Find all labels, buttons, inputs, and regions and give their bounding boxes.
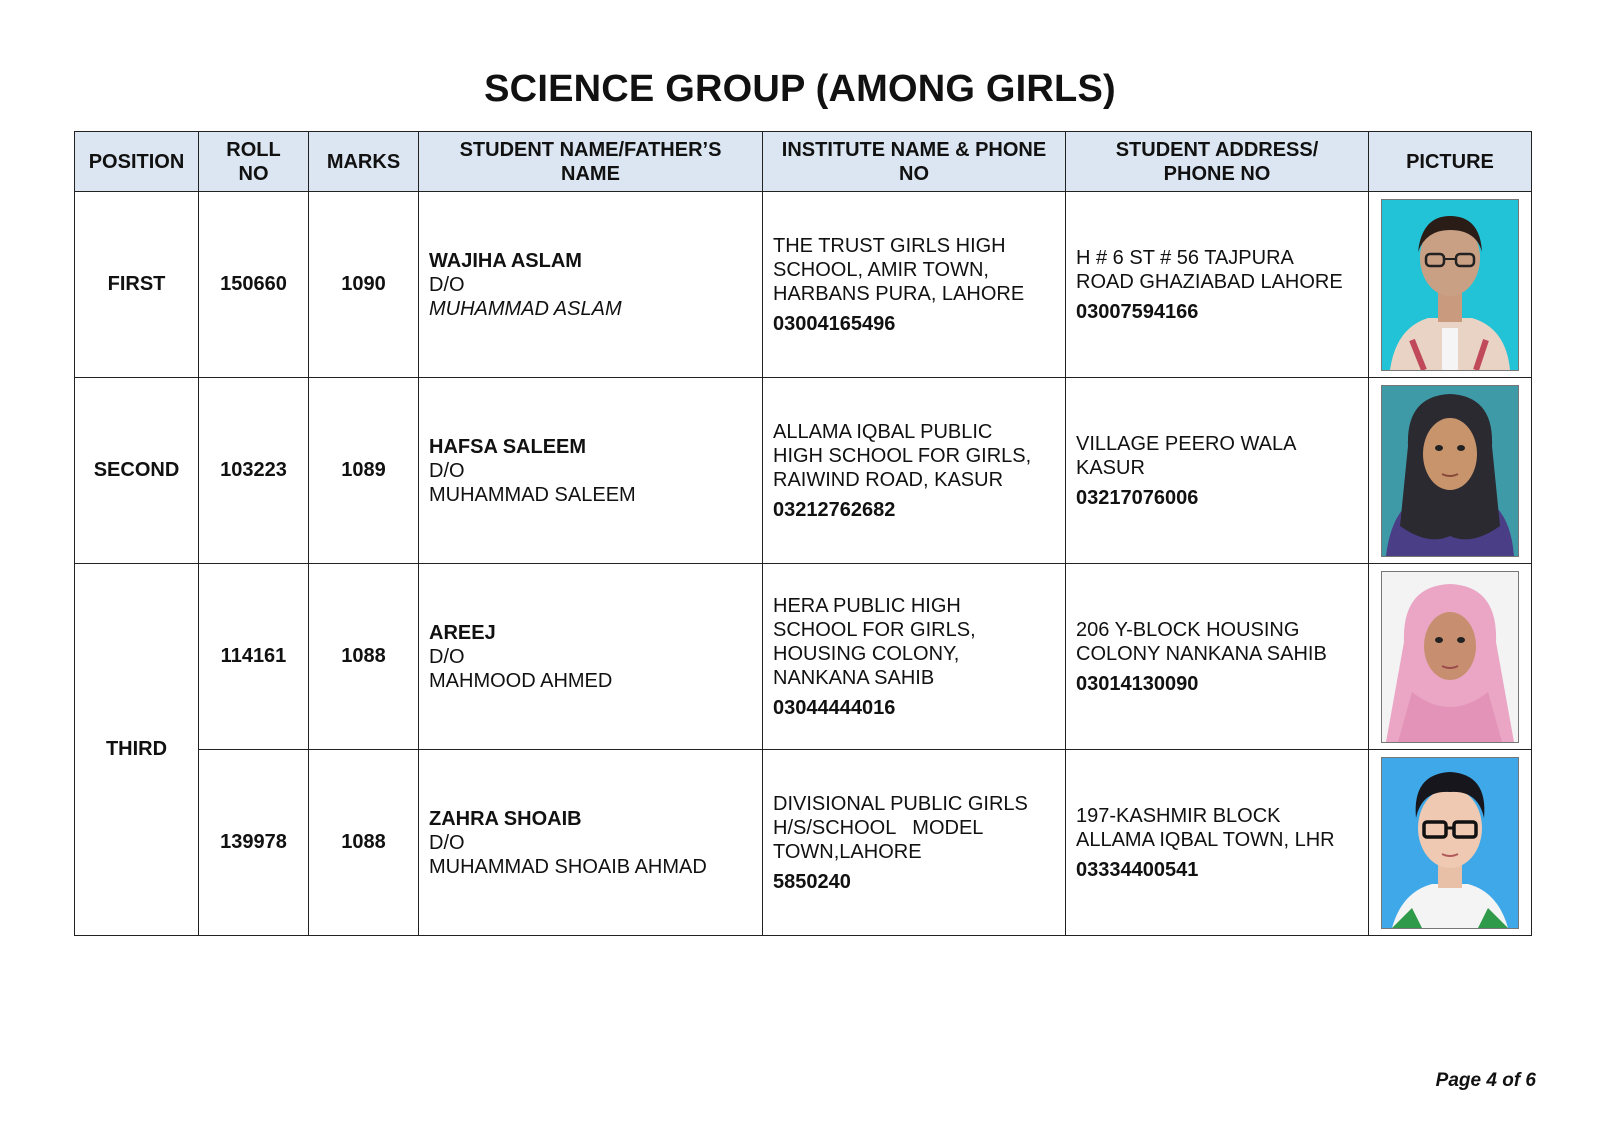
- marks-cell: 1089: [309, 378, 419, 564]
- institute-line: HIGH SCHOOL FOR GIRLS,: [773, 444, 1032, 467]
- institute-phone: 5850240: [773, 870, 851, 893]
- position-cell: SECOND: [75, 378, 199, 564]
- address-phone: 03007594166: [1076, 300, 1199, 323]
- relation: D/O: [429, 831, 465, 854]
- marks-cell: 1088: [309, 750, 419, 936]
- address-phone: 03334400541: [1076, 858, 1199, 881]
- page-number: Page 4 of 6: [1435, 1070, 1536, 1091]
- header-student-name: STUDENT NAME/FATHER’S NAME: [419, 132, 763, 192]
- relation: D/O: [429, 645, 465, 668]
- position-cell: FIRST: [75, 192, 199, 378]
- student-photo: [1381, 571, 1519, 743]
- student-name: WAJIHA ASLAM: [429, 249, 582, 272]
- address-line: H # 6 ST # 56 TAJPURA: [1076, 246, 1294, 269]
- table-row: [75, 750, 1532, 936]
- address-phone: 03217076006: [1076, 486, 1199, 509]
- address-phone: 03014130090: [1076, 672, 1199, 695]
- header-address: STUDENT ADDRESS/ PHONE NO: [1066, 132, 1369, 192]
- institute-cell: [763, 564, 1066, 750]
- header-roll-no: ROLL NO: [199, 132, 309, 192]
- institute-line: THE TRUST GIRLS HIGH: [773, 234, 1006, 257]
- institute-line: ALLAMA IQBAL PUBLIC: [773, 420, 993, 443]
- institute-phone: 03044444016: [773, 696, 896, 719]
- institute-cell: [763, 192, 1066, 378]
- address-cell: [1066, 750, 1369, 936]
- address-line: KASUR: [1076, 456, 1145, 479]
- father-name: MAHMOOD AHMED: [429, 669, 613, 692]
- header-institute: INSTITUTE NAME & PHONE NO: [763, 132, 1066, 192]
- table-row: [75, 192, 1532, 378]
- roll-no-cell: 150660: [199, 192, 309, 378]
- student-name-cell: [419, 750, 763, 936]
- institute-line: DIVISIONAL PUBLIC GIRLS: [773, 792, 1028, 815]
- institute-cell: [763, 750, 1066, 936]
- father-name: MUHAMMAD ASLAM: [429, 297, 622, 320]
- institute-line: HARBANS PURA, LAHORE: [773, 282, 1025, 305]
- page-title: SCIENCE GROUP (AMONG GIRLS): [484, 68, 1116, 110]
- marks-cell: 1088: [309, 564, 419, 750]
- address-line: VILLAGE PEERO WALA: [1076, 432, 1297, 455]
- roll-no-cell: 103223: [199, 378, 309, 564]
- position-cell: THIRD: [75, 564, 199, 936]
- address-line: 197-KASHMIR BLOCK: [1076, 804, 1281, 827]
- student-name: AREEJ: [429, 621, 496, 644]
- student-name-cell: [419, 192, 763, 378]
- father-name: MUHAMMAD SALEEM: [429, 483, 636, 506]
- institute-line: NANKANA SAHIB: [773, 666, 935, 689]
- address-cell: [1066, 564, 1369, 750]
- roll-no-cell: 114161: [199, 564, 309, 750]
- address-line: ALLAMA IQBAL TOWN, LHR: [1076, 828, 1335, 851]
- table-row: [75, 378, 1532, 564]
- picture-cell: [1369, 378, 1532, 564]
- student-name-cell: [419, 378, 763, 564]
- student-name: HAFSA SALEEM: [429, 435, 587, 458]
- institute-line: H/S/SCHOOL MODEL: [773, 816, 984, 839]
- roll-no-cell: 139978: [199, 750, 309, 936]
- father-name: MUHAMMAD SHOAIB AHMAD: [429, 855, 707, 878]
- address-line: 206 Y-BLOCK HOUSING: [1076, 618, 1300, 641]
- relation: D/O: [429, 459, 465, 482]
- institute-phone: 03004165496: [773, 312, 896, 335]
- header-picture: PICTURE: [1369, 132, 1532, 192]
- institute-cell: [763, 378, 1066, 564]
- table-row: [75, 564, 1532, 750]
- address-line: COLONY NANKANA SAHIB: [1076, 642, 1327, 665]
- header-row: [75, 132, 1532, 192]
- student-name: ZAHRA SHOAIB: [429, 807, 582, 830]
- address-line: ROAD GHAZIABAD LAHORE: [1076, 270, 1343, 293]
- institute-line: RAIWIND ROAD, KASUR: [773, 468, 1004, 491]
- header-marks: MARKS: [309, 132, 419, 192]
- student-photo: [1381, 199, 1519, 371]
- institute-line: TOWN,LAHORE: [773, 840, 922, 863]
- picture-cell: [1369, 192, 1532, 378]
- student-name-cell: [419, 564, 763, 750]
- institute-line: SCHOOL, AMIR TOWN,: [773, 258, 989, 281]
- institute-line: HERA PUBLIC HIGH: [773, 594, 961, 617]
- results-table: [74, 131, 1532, 936]
- institute-line: HOUSING COLONY,: [773, 642, 960, 665]
- marks-cell: 1090: [309, 192, 419, 378]
- institute-phone: 03212762682: [773, 498, 896, 521]
- picture-cell: [1369, 750, 1532, 936]
- student-photo: [1381, 757, 1519, 929]
- relation: D/O: [429, 273, 465, 296]
- picture-cell: [1369, 564, 1532, 750]
- institute-line: SCHOOL FOR GIRLS,: [773, 618, 976, 641]
- address-cell: [1066, 378, 1369, 564]
- header-position: POSITION: [75, 132, 199, 192]
- address-cell: [1066, 192, 1369, 378]
- student-photo: [1381, 385, 1519, 557]
